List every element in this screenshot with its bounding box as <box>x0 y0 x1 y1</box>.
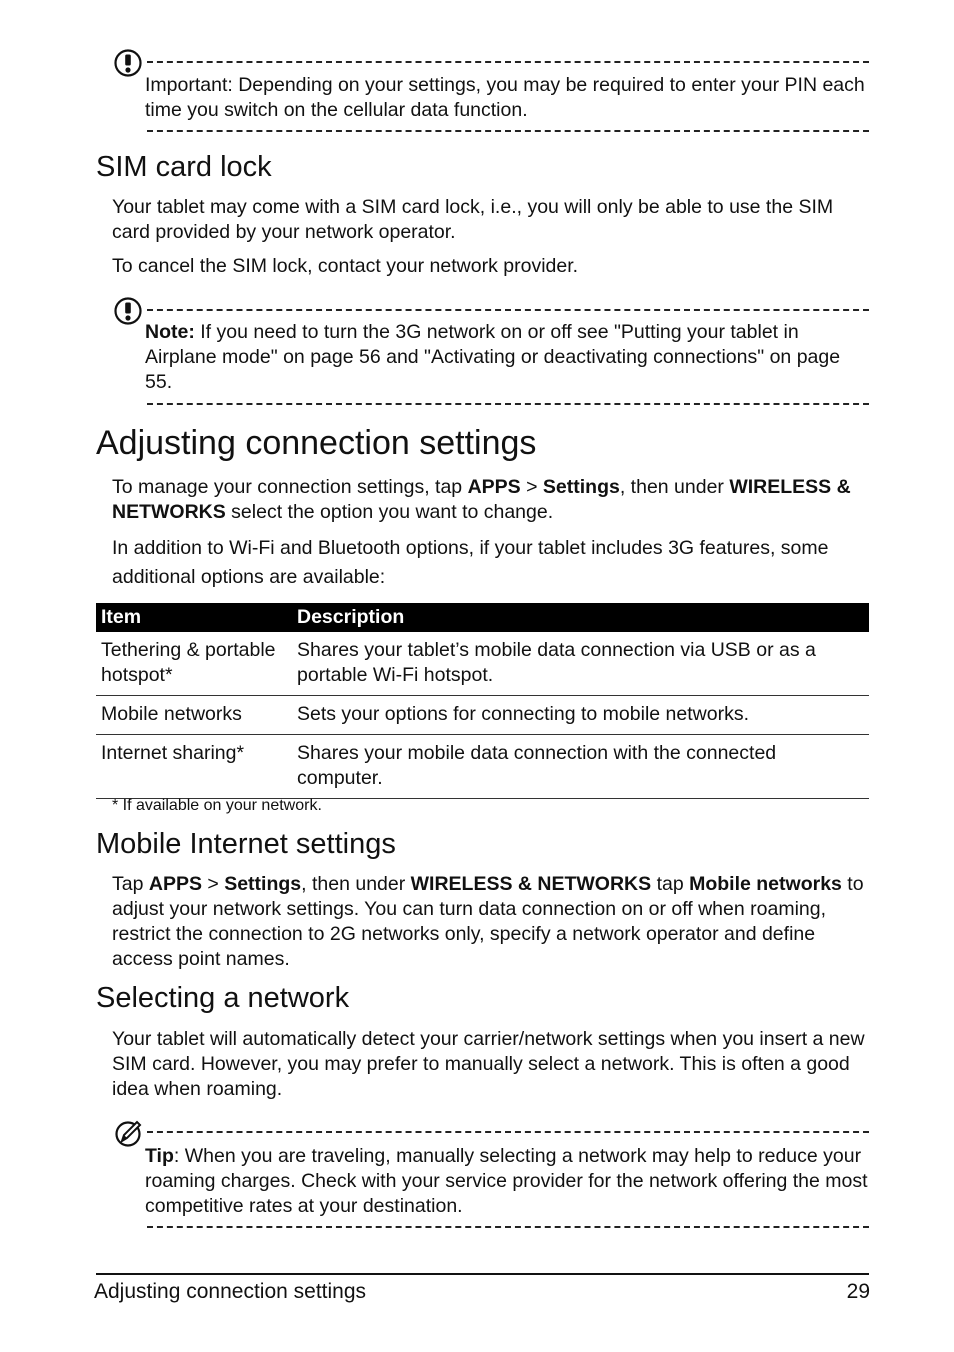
section-heading-selecting-network: Selecting a network <box>96 982 350 1014</box>
footer-title: Adjusting connection settings <box>94 1280 367 1303</box>
note-divider-top <box>147 61 869 63</box>
note-divider-bottom <box>147 403 869 405</box>
note-divider-bottom <box>147 130 869 132</box>
mobile-internet-paragraph: Tap APPS > Settings, then under WIRELESS & NETWORKS tap Mobile networks to adjust your network settings. You can turn data connection on or off when roaming, restrict the connection to 2G networks only, specify a network operator and define access point names. <box>112 873 864 970</box>
note-body: If you need to turn the 3G network on or off see "Putting your tablet in Airplane mode" on page 56 and "Activating or deactivating connections" on page 55. <box>145 321 841 393</box>
options-table <box>96 603 869 799</box>
table-cell-description: Shares your mobile data connection with the connected computer. <box>292 735 869 799</box>
tip-body: : When you are traveling, manually selecting a network may help to reduce your roaming charges. Check with your service provider for the network offering the most competitive rates at your destination. <box>145 1145 868 1217</box>
table-header-item: Item <box>96 603 292 632</box>
table-cell-description: Sets your options for connecting to mobile networks. <box>292 696 869 735</box>
tip-divider-bottom <box>147 1226 869 1228</box>
table-row <box>96 632 869 696</box>
sim-lock-paragraph: Your tablet may come with a SIM card lock, i.e., you will only be able to use the SIM card provided by your network operator. <box>112 196 834 243</box>
note-divider-top <box>147 309 869 311</box>
footer-rule <box>96 1273 869 1275</box>
exclamation-circle-icon <box>113 48 143 78</box>
table-row <box>96 696 869 735</box>
selecting-network-paragraph: Your tablet will automatically detect your carrier/network settings when you insert a new SIM card. However, you may prefer to manually select a network. This is often a good idea when roaming. <box>112 1028 865 1100</box>
important-note-text: Important: Depending on your settings, you may be required to enter your PIN each time you switch on the cellular data function. <box>145 74 865 121</box>
table-cell-description: Shares your tablet’s mobile data connection via USB or as a portable Wi-Fi hotspot. <box>292 632 869 696</box>
table-cell-item: Mobile networks <box>96 696 292 735</box>
adjusting-intro-paragraph: To manage your connection settings, tap APPS > Settings, then under WIRELESS & NETWORKS select the option you want to change. <box>112 476 851 523</box>
section-heading-mobile-internet: Mobile Internet settings <box>96 828 396 860</box>
note-label: Note: <box>145 321 195 343</box>
tip-divider-top <box>147 1131 869 1133</box>
page-number: 29 <box>846 1280 870 1303</box>
section-heading-sim-card-lock: SIM card lock <box>96 151 272 183</box>
page-section-title: Adjusting connection settings <box>96 424 537 462</box>
table-header-description: Description <box>292 603 869 632</box>
tip-pen-icon <box>113 1118 143 1148</box>
adjusting-options-paragraph: In addition to Wi-Fi and Bluetooth options, if your tablet includes 3G features, some additional options are available: <box>112 537 829 588</box>
table-cell-item: Internet sharing* <box>96 735 292 799</box>
note-text <box>145 320 870 395</box>
exclamation-circle-icon <box>113 296 143 326</box>
tip-text <box>145 1144 870 1219</box>
table-footnote: * If available on your network. <box>112 797 322 814</box>
sim-lock-cancel-paragraph: To cancel the SIM lock, contact your network provider. <box>112 255 579 277</box>
table-cell-item: Tethering & portable hotspot* <box>96 632 292 696</box>
tip-label: Tip <box>145 1145 174 1167</box>
table-header-row <box>96 603 869 632</box>
table-row <box>96 735 869 799</box>
